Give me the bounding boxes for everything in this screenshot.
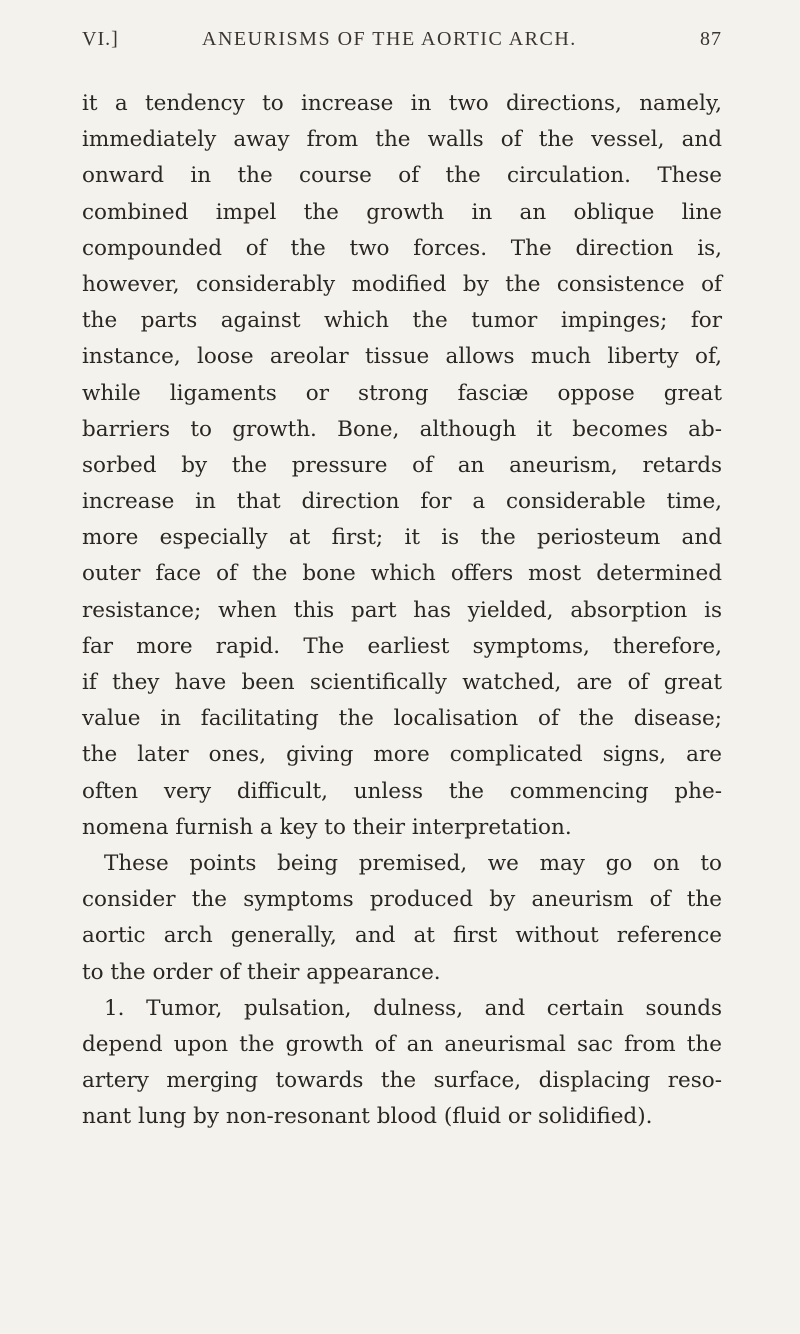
text-line: nomena furnish a key to their interpretation. bbox=[82, 814, 572, 840]
text-line: outer face of the bone which offers most determined bbox=[82, 561, 722, 587]
text-line: more especially at first; it is the periosteum and bbox=[82, 525, 722, 551]
text-line: aortic arch generally, and at first without reference bbox=[82, 923, 722, 949]
text-line: value in facilitating the localisation of the disease; bbox=[82, 706, 722, 732]
text-line: instance, loose areolar tissue allows much liberty of, bbox=[82, 344, 722, 370]
text-line: far more rapid. The earliest symptoms, therefore, bbox=[82, 633, 722, 659]
body-text bbox=[82, 86, 722, 1135]
text-line: artery merging towards the surface, displacing reso- bbox=[82, 1068, 722, 1094]
text-line: often very difficult, unless the commencing phe- bbox=[82, 778, 722, 804]
text-line: immediately away from the walls of the vessel, and bbox=[82, 127, 722, 153]
text-line: while ligaments or strong fasciæ oppose great bbox=[82, 380, 722, 406]
text-line: to the order of their appearance. bbox=[82, 959, 441, 985]
text-line: however, considerably modified by the consistence of bbox=[82, 271, 722, 297]
running-head bbox=[82, 28, 722, 58]
text-line: combined impel the growth in an oblique line bbox=[82, 199, 722, 225]
text-line: consider the symptoms produced by aneurism of the bbox=[82, 887, 722, 913]
page-number: 87 bbox=[700, 28, 722, 50]
paragraph-start-line: 1. Tumor, pulsation, dulness, and certain sounds bbox=[104, 995, 722, 1021]
paragraph-start-line: These points being premised, we may go on to bbox=[104, 850, 722, 876]
text-line: barriers to growth. Bone, although it becomes ab- bbox=[82, 416, 722, 442]
text-line: it a tendency to increase in two directions, namely, bbox=[82, 91, 722, 116]
text-line: depend upon the growth of an aneurismal sac from the bbox=[82, 1031, 722, 1057]
text-line: the parts against which the tumor impinges; for bbox=[82, 308, 722, 334]
text-line: sorbed by the pressure of an aneurism, retards bbox=[82, 452, 722, 478]
text-line: onward in the course of the circulation. These bbox=[82, 163, 722, 189]
chapter-marker: VI.] bbox=[82, 28, 119, 50]
text-line: increase in that direction for a considerable time, bbox=[82, 489, 722, 515]
text-line: nant lung by non-resonant blood (fluid or solidified). bbox=[82, 1104, 653, 1130]
text-line: compounded of the two forces. The direction is, bbox=[82, 235, 722, 261]
text-line: if they have been scientifically watched, are of great bbox=[82, 670, 722, 695]
text-line: resistance; when this part has yielded, absorption is bbox=[82, 597, 722, 623]
text-line: the later ones, giving more complicated signs, are bbox=[82, 742, 722, 768]
running-title: ANEURISMS OF THE AORTIC ARCH. bbox=[202, 28, 577, 50]
